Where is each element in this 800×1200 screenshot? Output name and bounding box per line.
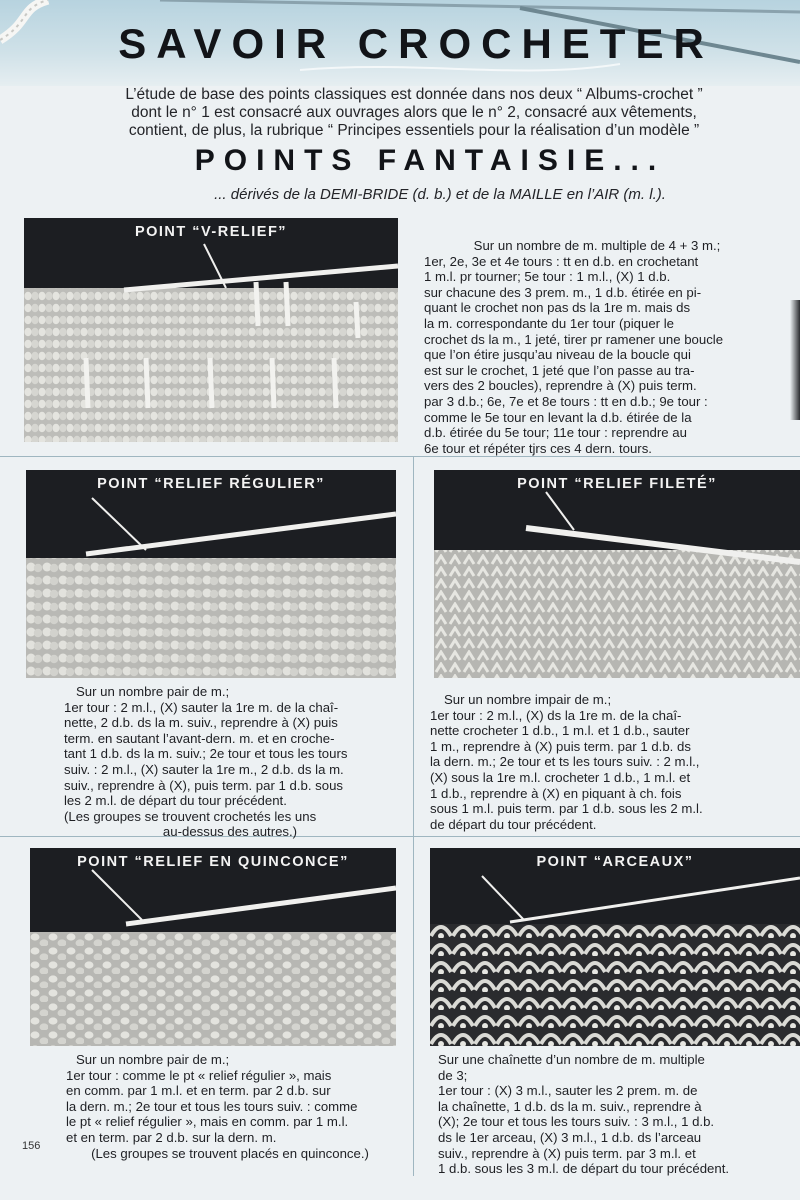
swatch-label: POINT “RELIEF EN QUINCONCE” [77, 854, 349, 870]
crochet-swatch-illustration [26, 470, 396, 678]
text-line: (Les groupes se trouvent crochetés les uns [64, 808, 317, 824]
text-line: par 3 d.b.; 6e, 7e et 8e tours : tt en d.b.; 9e tour : [424, 393, 708, 409]
text-line: sous 1 m.l. puis term. par 1 d.b. sous les 2 m.l. [430, 801, 703, 817]
text-line: suiv., reprendre à (X) puis term. par 3 m.l. et [438, 1145, 696, 1161]
instructions-relief-regulier [64, 684, 396, 840]
photo-v-relief [24, 218, 398, 442]
text-line: (Les groupes se trouvent placés en quinconce.) [91, 1145, 369, 1161]
text-line: ds le 1er arceau, (X) 3 m.l., 1 d.b. ds l’arceau [438, 1129, 702, 1145]
swatch-label: POINT “RELIEF RÉGULIER” [97, 476, 325, 492]
crochet-swatch-illustration [24, 218, 398, 442]
text-line: Sur un nombre impair de m.; [444, 692, 612, 707]
crochet-swatch-illustration [434, 470, 800, 678]
intro-line: dont le n° 1 est consacré aux ouvrages alors que le n° 2, consacré aux vêtements, [131, 104, 697, 121]
text-line: la m. correspondante du 1er tour (piquer le [424, 315, 674, 331]
text-line: sur chacune des 3 prem. m., 1 d.b. étirée en pi- [424, 284, 702, 300]
swatch-label: POINT “RELIEF FILETÉ” [517, 476, 717, 492]
text-line: est sur le crochet, 1 jeté que l’on passe au tra- [424, 362, 695, 378]
text-line: nette crocheter 1 d.b., 1 m.l. et 1 d.b., sauter [430, 723, 690, 739]
photo-relief-regulier [26, 470, 396, 678]
text-line: 1 m.l. pr tourner; 5e tour : 1 m.l., (X) 1 d.b. [424, 269, 671, 285]
text-line: term. en sautant l’avant-dern. m. et en croche- [64, 730, 335, 746]
intro-paragraph [48, 86, 780, 140]
text-line: (X); 2e tour et tous les tours suiv. : 3 m.l., 1 d.b. [438, 1114, 715, 1130]
text-line: en comm. par 1 m.l. et en term. par 2 d.b. sur [66, 1083, 331, 1099]
text-line: vers des 2 boucles), reprendre à (X) puis term. [424, 378, 697, 394]
text-line: Sur un nombre pair de m.; [76, 1052, 230, 1067]
text-line: 1 m., reprendre à (X) puis term. par 1 d.b. ds [430, 738, 691, 754]
text-line: tant 1 d.b. ds la m. suiv.; 2e tour et tous les tours [64, 746, 348, 762]
text-line: et en term. par 2 d.b. sur la dern. m. [66, 1129, 277, 1145]
swatch-label: POINT “ARCEAUX” [536, 854, 694, 870]
text-line: comme le 5e tour en levant la d.b. étirée de la [424, 409, 692, 425]
instructions-arceaux [438, 1052, 766, 1177]
photo-relief-filete [434, 470, 800, 678]
page-number: 156 [22, 1140, 41, 1152]
text-line: le pt « relief régulier », mais en comm. par 1 m.l. [66, 1114, 349, 1130]
swatch-label: POINT “V-RELIEF” [134, 224, 288, 240]
text-line: Sur un nombre de m. multiple de 4 + 3 m.; [473, 238, 721, 253]
text-line: suiv., reprendre à (X), puis term. par 1 d.b. sous [64, 777, 344, 793]
page-title: SAVOIR CROCHETER [118, 20, 714, 67]
text-line: la chaînette, 1 d.b. ds la m. suiv., reprendre à [438, 1098, 702, 1114]
text-line: 1er tour : comme le pt « relief régulier », mais [66, 1067, 332, 1083]
intro-line: contient, de plus, la rubrique “ Principes essentiels pour la réalisation d’un modèle ” [128, 122, 700, 139]
text-line: 1er, 2e, 3e et 4e tours : tt en d.b. en crochetant [424, 253, 699, 269]
intro-line: L’étude de base des points classiques est donnée dans nos deux “ Albums-crochet ” [125, 86, 703, 103]
text-line: 1er tour : (X) 3 m.l., sauter les 2 prem. m. de [438, 1083, 698, 1099]
crochet-swatch-illustration [30, 848, 396, 1046]
text-line: 1er tour : 2 m.l., (X) ds la 1re m. de la chaî- [430, 707, 682, 723]
text-line: au-dessus des autres.) [162, 824, 298, 840]
text-line: 1 d.b., reprendre à (X) en piquant à ch. fois [430, 785, 682, 801]
instructions-relief-quinconce [66, 1052, 394, 1161]
text-line: que l’on étire jusqu’au niveau de la boucle qui [424, 347, 691, 363]
text-line: suiv. : 2 m.l., (X) sauter la 1re m., 2 d.b. ds la m. [64, 761, 344, 777]
text-line: les 2 m.l. de départ du tour précédent. [64, 793, 287, 809]
text-line: nette, 2 d.b. ds la m. suiv., reprendre à (X) puis [64, 715, 338, 731]
text-line: Sur une chaînette d’un nombre de m. multiple [438, 1052, 705, 1067]
text-line: 1er tour : 2 m.l., (X) sauter la 1re m. de la chaî- [64, 699, 339, 715]
text-line: quant le crochet non pas ds la 1re m. mais ds [424, 300, 691, 316]
text-line: de départ du tour précédent. [430, 816, 597, 832]
text-line: (X) sous la 1re m.l. crocheter 1 d.b., 1 m.l. et [430, 769, 691, 785]
photo-relief-quinconce [30, 848, 396, 1046]
text-line: 1 d.b. sous les 3 m.l. de départ du tour précédent. [438, 1161, 730, 1177]
divider [413, 456, 414, 1176]
text-line: la dern. m.; 2e tour et tous les tours suiv. : comme [66, 1098, 358, 1114]
instructions-v-relief [424, 238, 770, 456]
text-line: crochet ds la m., 1 jeté, tirer pr ramener une boucle [424, 331, 724, 347]
page-edge-shadow [790, 300, 800, 420]
section-title: POINTS FANTAISIE... [194, 144, 666, 177]
text-line: la dern. m.; 2e tour et ts les tours suiv. : 2 m.l., [430, 754, 700, 770]
crochet-swatch-illustration [430, 848, 800, 1046]
text-line: de 3; [438, 1067, 468, 1083]
section-subtitle: ... dérivés de la DEMI-BRIDE (d. b.) et de la MAILLE en l’AIR (m. l.). [214, 186, 666, 203]
photo-arceaux [430, 848, 800, 1046]
text-line: d.b. étirée du 5e tour; 11e tour : reprendre au [424, 425, 687, 441]
instructions-relief-filete [430, 692, 766, 832]
text-line: Sur un nombre pair de m.; [76, 684, 230, 699]
text-line: 6e tour et répéter tjrs ces 4 dern. tours. [424, 440, 652, 456]
